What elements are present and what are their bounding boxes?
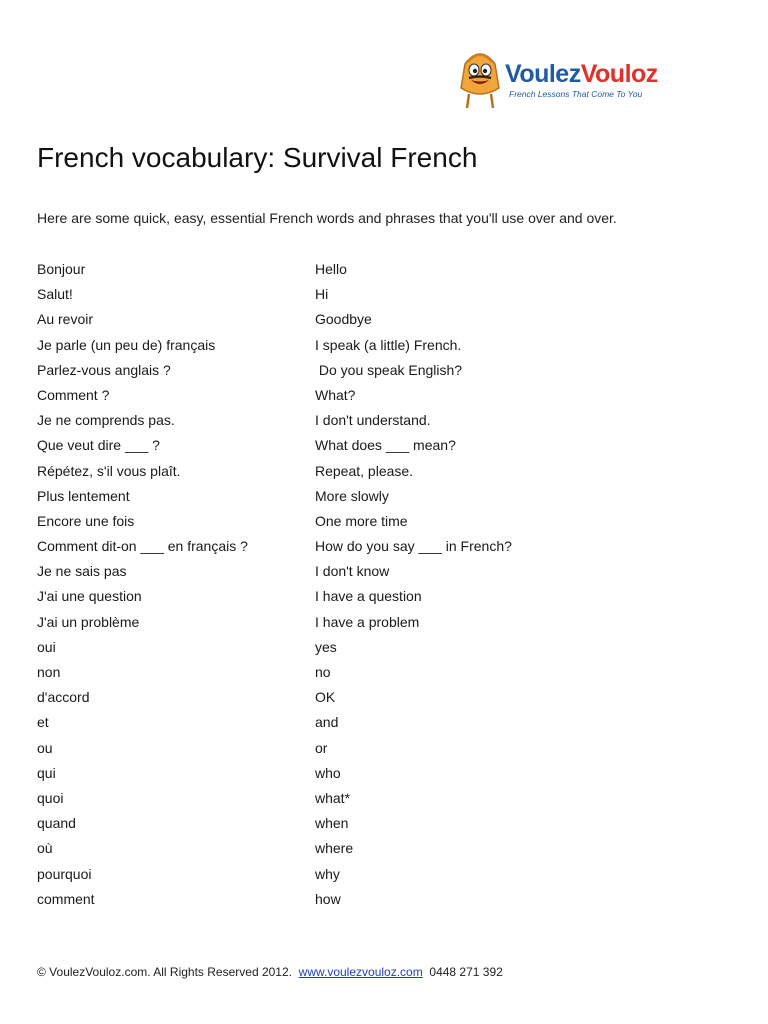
vocab-row	[37, 865, 697, 890]
french-phrase: Que veut dire ___ ?	[37, 437, 160, 454]
english-translation: no	[315, 664, 331, 680]
french-phrase: Au revoir	[37, 311, 94, 328]
french-phrase: Je ne sais pas	[37, 563, 127, 580]
french-phrase: qui	[37, 764, 56, 781]
vocab-row	[37, 839, 697, 864]
french-phrase: Répétez, s'il vous plaît.	[37, 462, 181, 479]
english-translation: what*	[315, 789, 351, 806]
english-translation: Goodbye	[315, 311, 372, 328]
english-translation: I speak (a little) French.	[315, 336, 462, 353]
english-translation: and	[315, 714, 339, 731]
french-phrase: Je parle (un peu de) français	[37, 336, 216, 353]
vocab-row	[37, 487, 697, 512]
french-phrase: pourquoi	[37, 865, 92, 882]
french-phrase: quoi	[37, 789, 64, 806]
vocab-row	[37, 310, 697, 335]
french-phrase: J'ai une question	[37, 588, 142, 605]
english-translation: I have a problem	[315, 613, 420, 630]
french-phrase: Comment ?	[37, 386, 110, 403]
brand-logo	[455, 42, 695, 116]
english-translation: I have a question	[315, 588, 422, 605]
vocab-row	[37, 386, 697, 411]
french-phrase: comment	[37, 890, 95, 907]
vocab-row	[37, 562, 697, 587]
english-translation: One more time	[315, 512, 408, 529]
french-phrase: Parlez-vous anglais ?	[37, 361, 171, 378]
phone-number: 0448 271 392	[429, 965, 503, 979]
english-translation: yes	[315, 638, 337, 655]
vocab-row	[37, 260, 697, 285]
vocab-row	[37, 537, 697, 562]
english-translation: What does ___ mean?	[315, 437, 456, 454]
vocab-row	[37, 336, 697, 361]
vocab-row	[37, 663, 697, 688]
english-translation: where	[315, 840, 354, 857]
vocab-row	[37, 436, 697, 461]
vocab-row	[37, 613, 697, 638]
vocab-row	[37, 890, 697, 915]
vocabulary-list	[37, 260, 697, 915]
french-phrase: Encore une fois	[37, 512, 135, 529]
french-phrase: quand	[37, 815, 76, 832]
english-translation: I don't know	[315, 563, 390, 580]
french-phrase: Je ne comprends pas.	[37, 412, 175, 429]
copyright-text: © VoulezVouloz.com. All Rights Reserved 2012.	[37, 965, 292, 979]
english-translation: why	[315, 865, 340, 882]
french-phrase: J'ai un problème	[37, 613, 140, 630]
vocab-row	[37, 739, 697, 764]
vocab-row	[37, 764, 697, 789]
french-phrase: Comment dit-on ___ en français ?	[37, 538, 248, 555]
vocab-row	[37, 361, 697, 386]
english-translation: Hi	[315, 286, 329, 303]
brand-name: VoulezVouloz	[505, 60, 658, 88]
vocab-row	[37, 638, 697, 663]
english-translation: when	[315, 815, 349, 832]
french-phrase: oui	[37, 638, 56, 655]
vocab-row	[37, 285, 697, 310]
english-translation: Hello	[315, 261, 347, 277]
french-phrase: non	[37, 664, 61, 680]
english-translation: how	[315, 890, 341, 907]
french-phrase: Bonjour	[37, 261, 86, 277]
french-phrase: Plus lentement	[37, 487, 130, 504]
vocab-row	[37, 713, 697, 738]
english-translation: I don't understand.	[315, 412, 431, 429]
vocab-row	[37, 814, 697, 839]
french-phrase: où	[37, 840, 53, 857]
french-phrase: et	[37, 714, 49, 731]
english-translation: or	[315, 739, 328, 756]
english-translation: What?	[315, 386, 356, 403]
vocab-row	[37, 512, 697, 537]
english-translation: More slowly	[315, 487, 389, 504]
brand-tagline: French Lessons That Come To You	[509, 89, 643, 99]
page-footer	[37, 965, 503, 979]
vocab-row	[37, 789, 697, 814]
intro-text: Here are some quick, easy, essential French words and phrases that you'll use over and over.	[37, 210, 617, 226]
french-phrase: Salut!	[37, 286, 73, 303]
english-translation: Repeat, please.	[315, 462, 414, 479]
vocab-row	[37, 587, 697, 612]
english-translation: Do you speak English?	[315, 361, 463, 378]
page-title: French vocabulary: Survival French	[37, 142, 478, 173]
vocab-row	[37, 462, 697, 487]
croissant-mascot-icon	[455, 42, 505, 114]
english-translation: who	[315, 764, 341, 781]
english-translation: OK	[315, 689, 336, 706]
vocab-row	[37, 688, 697, 713]
english-translation: How do you say ___ in French?	[315, 538, 512, 555]
french-phrase: d'accord	[37, 689, 90, 706]
french-phrase: ou	[37, 739, 53, 756]
vocab-row	[37, 411, 697, 436]
website-link[interactable]: www.voulezvouloz.com	[298, 965, 423, 979]
